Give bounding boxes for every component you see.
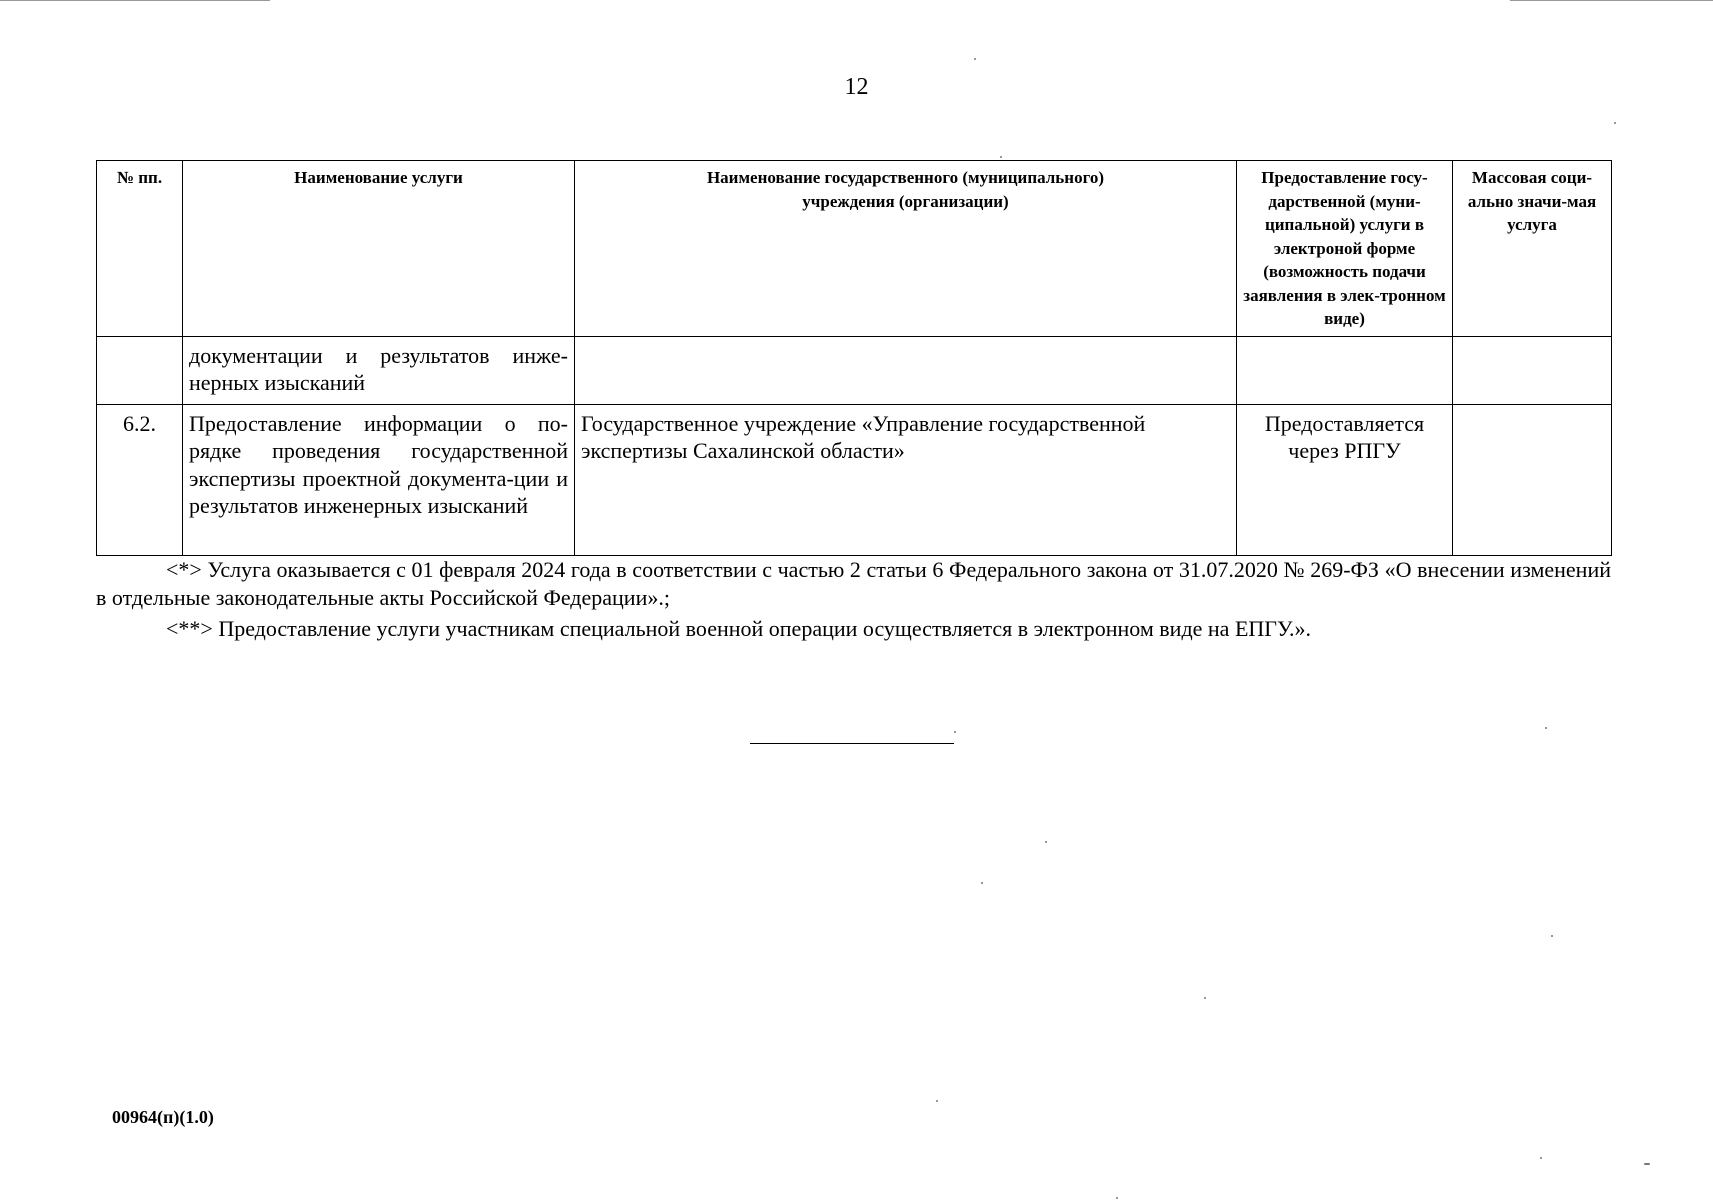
table-row [97,404,1612,555]
services-table [96,160,1612,556]
cell-electronic [1237,336,1453,404]
cell-institution [575,336,1237,404]
table-row [97,336,1612,404]
top-edge-line-left [0,0,270,1]
footnote-1: <*> Услуга оказывается с 01 февраля 2024 года в соответствии с частью 2 статьи 6 Федерального закона от 31.07.2020 № 269-ФЗ «О внесении изменений в отдельные законодательные акты Российской Федерации».; [96,557,1611,610]
scan-speck [954,731,956,733]
header-electronic-form: Предоставление госу-дарственной (муни-ципальной) услуги в электроной форме (возможность подачи заявления в элек-тронном виде) [1237,161,1453,337]
footnote-2: <**> Предоставление услуги участникам специальной военной операции осуществляется в электронном виде на ЕПГУ.». [166,616,1311,641]
scan-speck [974,58,976,60]
cell-num [97,336,183,404]
scan-speck [1204,997,1206,999]
cell-mass [1453,404,1612,555]
header-service-name: Наименование услуги [183,161,575,337]
scan-speck [1045,841,1047,843]
end-separator-line [750,743,954,744]
header-num: № пп. [97,161,183,337]
scan-speck [981,882,983,884]
cell-service-name: Предоставление информации о по-рядке проведения государственной экспертизы проектной документа-ции и результатов инженерных изысканий [183,404,575,555]
cell-service-name: документации и результатов инже-нерных изысканий [183,336,575,404]
page-number: 12 [844,74,869,100]
header-mass-service: Массовая соци-ально значи-мая услуга [1453,161,1612,337]
scan-speck [1540,1157,1542,1159]
scan-speck [1116,1197,1118,1199]
cell-institution: Государственное учреждение «Управление государственной экспертизы Сахалинской области» [575,404,1237,555]
table-header-row [97,161,1612,337]
scan-speck [1000,156,1002,158]
scan-speck [936,1100,938,1102]
scan-speck [1551,935,1553,937]
cell-mass [1453,336,1612,404]
cell-num: 6.2. [97,404,183,555]
scan-speck [1614,122,1616,124]
document-code: 00964(п)(1.0) [112,1107,214,1127]
top-edge-line-right [1510,0,1713,1]
scan-speck [1545,727,1547,729]
scan-speck [1644,1163,1650,1165]
cell-electronic: Предоставляется через РПГУ [1237,404,1453,555]
header-institution: Наименование государственного (муниципального) учреждения (организации) [575,161,1237,337]
